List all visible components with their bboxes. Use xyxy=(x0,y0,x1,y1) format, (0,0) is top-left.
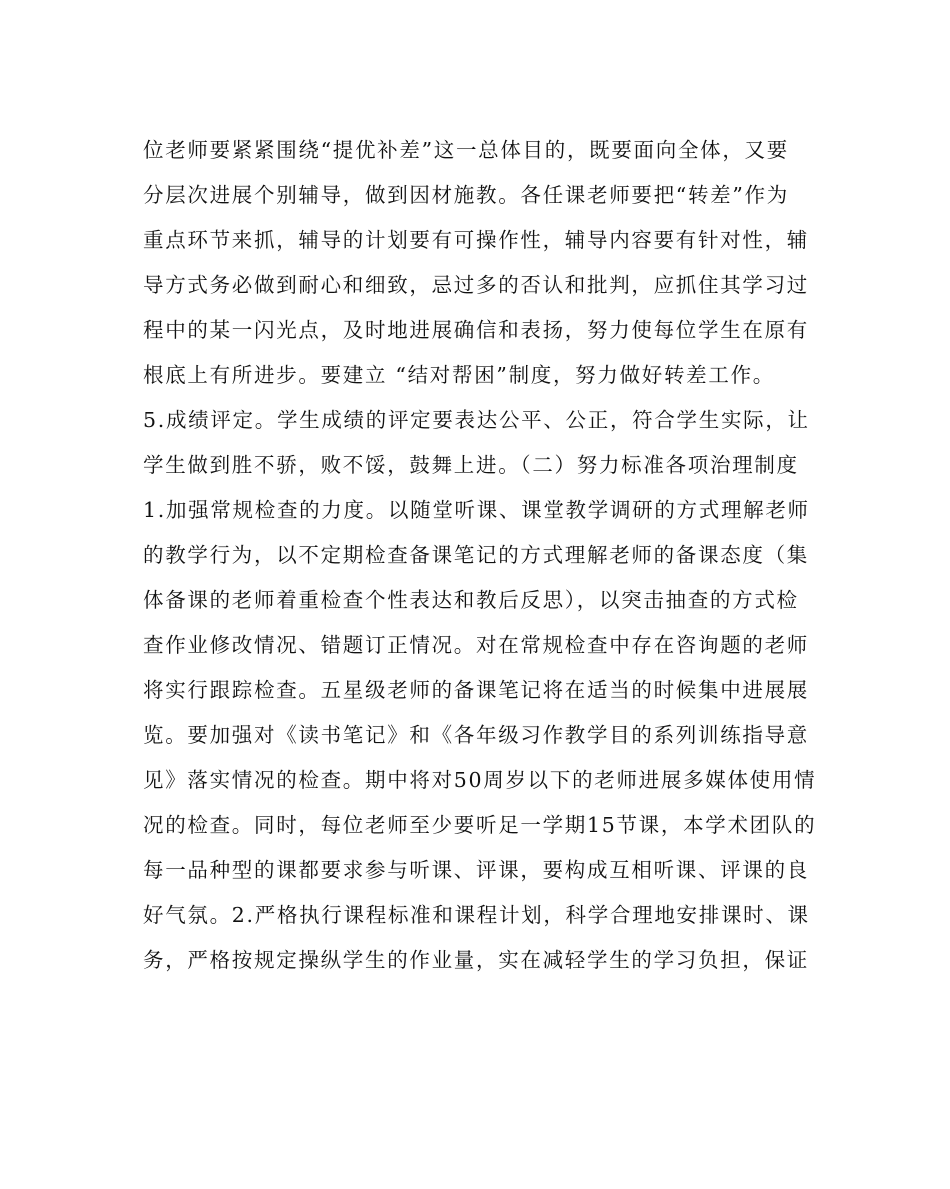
text-line: 况的检查。同时，每位老师至少要听足一学期15节课，本学术团队的 xyxy=(143,813,817,837)
text-line: 根底上有所进步。要建立 “结对帮困”制度，努力做好转差工作。 xyxy=(143,363,775,387)
text-line: 1.加强常规检查的力度。以随堂听课、课堂教学调研的方式理解老师 xyxy=(143,498,810,522)
text-line: 每一品种型的课都要求参与听课、评课，要构成互相听课、评课的良 xyxy=(143,858,809,882)
text-line: 导方式务必做到耐心和细致，忌过多的否认和批判，应抓住其学习过 xyxy=(143,273,809,297)
text-line: 将实行跟踪检查。五星级老师的备课笔记将在适当的时候集中进展展 xyxy=(143,678,809,702)
text-line: 学生做到胜不骄，败不馁，鼓舞上进。（二）努力标准各项治理制度 xyxy=(143,453,799,477)
text-line: 程中的某一闪光点，及时地进展确信和表扬，努力使每位学生在原有 xyxy=(143,318,809,342)
text-line: 重点环节来抓，辅导的计划要有可操作性，辅导内容要有针对性，辅 xyxy=(143,228,809,252)
text-line: 好气氛。2.严格执行课程标准和课程计划，科学合理地安排课时、课 xyxy=(143,903,810,927)
text-line: 查作业修改情况、错题订正情况。对在常规检查中存在咨询题的老师 xyxy=(143,633,809,657)
text-line: 位老师要紧紧围绕“提优补差”这一总体目的，既要面向全体，又要 xyxy=(143,138,789,162)
text-line: 体备课的老师着重检查个性表达和教后反思），以突击抽查的方式检 xyxy=(143,588,799,612)
text-line: 见》落实情况的检查。期中将对50周岁以下的老师进展多媒体使用情 xyxy=(143,768,817,792)
text-line: 5.成绩评定。学生成绩的评定要表达公平、公正，符合学生实际，让 xyxy=(143,408,810,432)
text-line: 览。要加强对《读书笔记》和《各年级习作教学目的系列训练指导意 xyxy=(143,723,809,747)
text-line: 的教学行为，以不定期检查备课笔记的方式理解老师的备课态度（集 xyxy=(143,543,809,567)
body-text xyxy=(143,128,823,983)
text-line: 务，严格按规定操纵学生的作业量，实在减轻学生的学习负担，保证 xyxy=(143,948,809,972)
text-line: 分层次进展个别辅导，做到因材施教。各任课老师要把“转差”作为 xyxy=(143,183,789,207)
